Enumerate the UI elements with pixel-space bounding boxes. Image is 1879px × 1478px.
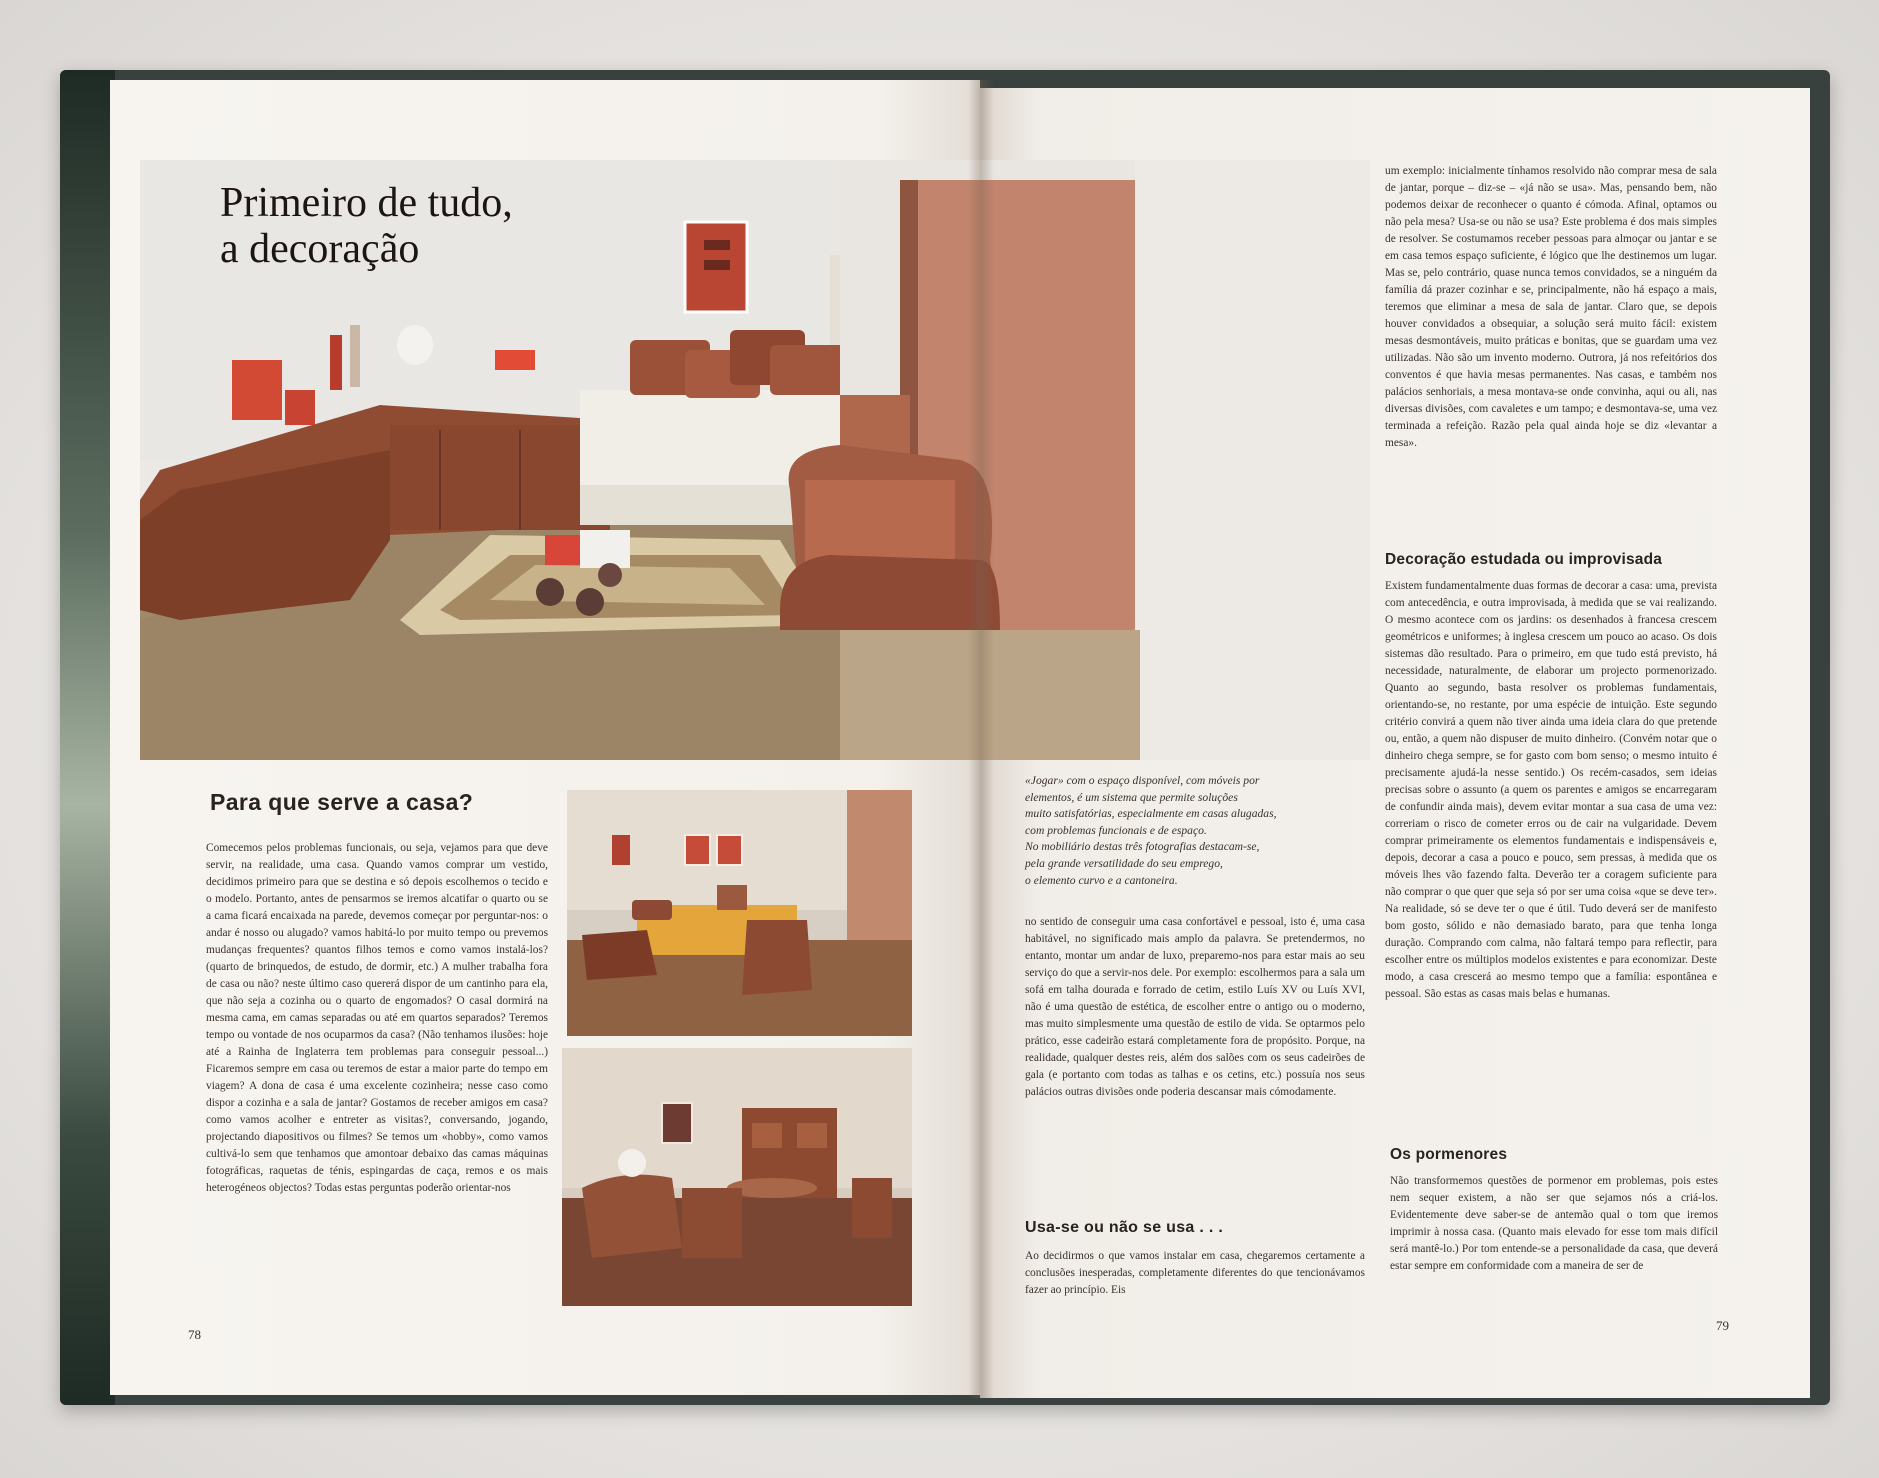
paragraph: no sentido de conseguir uma casa confortável e pessoal, isto é, uma casa habitável, no significado mais amplo da palavra. Se pretendermos, no entanto, montar um andar de luxo, preparemo-nos para estar mais ao seu serviço do que a servir-nos dele. Por exemplo: escolhermos para a sala um sofá em talha dourada e forrado de cetim, estilo Luís XV ou Luís XVI, não é uma questão de estética, de escolher entre o antigo ou o moderno, mas muito simplesmente uma questão de estilo de vida. Se optarmos pelo prático, esse cadeirão estará completamente fora de propósito. Porque, na realidade, qualquer destes reis, além dos salões com os seus cadeirões de gala (e portanto com todas as talhas e os cetins, etc.) possuía nos seus palácios outras divisões onde poderia descansar mais cómodamente. xyxy=(1025,916,1365,1098)
section-heading-usa-se: Usa-se ou não se usa . . . xyxy=(1025,1219,1224,1236)
paragraph: Ao decidirmos o que vamos instalar em casa, chegaremos certamente a conclusões inesperadas, completamente diferentes do que tencionávamos fazer ao princípio. Eis xyxy=(1025,1250,1365,1296)
paragraph: Comecemos pelos problemas funcionais, ou seja, vejamos para que deve servir, na realidade, uma casa. Quando vamos comprar um vestido, decidimos primeiro para que se destina e só depois escolhemos o tecido e o modelo. Portanto, antes de pensarmos se iremos alcatifar o quarto ou se a cama ficará encaixada na parede, devemos começar por perguntar-nos: o andar é nosso ou alugado? vamos habitá-lo por muito tempo ou prevemos mudanças frequentes? quantos filhos temos e como vamos instalá-los? (quarto de brinquedos, de estudo, de dormir, etc.) A mulher trabalha fora de casa ou não? neste último caso quererá dispor de um cantinho para ela, que não seja a cozinha ou o quarto de engomados? O casal dormirá na mesma cama, em camas separadas ou até em quartos separados? Teremos tempo ou vontade de nos ocuparmos da casa? (Não tenhamos ilusões: hoje até a Rainha de Inglaterra tem problemas para conseguir pessoal...) Ficaremos sempre em casa ou teremos de estar a maior parte do tempo em viagem? A dona de casa é uma excelente cozinheira; nesse caso como dispor a cozinha e a sala de jantar? Gostamos de receber amigos em casa? como vamos acolher e entreter as visitas?, conversando, jogando, projectando diapositivos ou filmes? Se temos um «hobby», como vamos cultivá-lo sem que tenhamos que amontoar debaixo das camas máquinas fotográficas, raquetas de ténis, espingardas de caça, remos e os mais heterogéneos objectos? Todas estas perguntas poderão orientar-nos xyxy=(206,842,548,1194)
section-heading-pormenores: Os pormenores xyxy=(1390,1146,1508,1163)
paragraph: Existem fundamentalmente duas formas de decorar a casa: uma, prevista com antecedência, e outra improvisada, à medida que se vai realizando. O mesmo acontece com os jardins: os desenhados à francesa crescem geométricos e uniformes; à inglesa crescem um pouco ao acaso. Os dois sistemas dão resultado. Para o primeiro, em que tudo está previsto, há necessidade, naturalmente, de elaborar um projecto pormenorizado. Quanto ao segundo, basta resolver os problemas fundamentais, orientando-se, no restante, por uma espécie de intuição. Este segundo critério convirá a quem não tiver ainda uma ideia clara do que pretende ou, então, a quem não dispuser de muito dinheiro. (Convém notar que o dinheiro chega sempre, se for gasto com bom senso; o mesmo intuito é precisamente ajudá-la nesse sentido.) Os recém-casados, sem ideias precisas sobre o assunto (a quem os parentes e amigos se encarregaram de confundir ainda mais), devem evitar montar a sua casa de uma vez: correriam o risco de cometer erros ou de cair na vulgaridade. Devem comprar primeiramente os elementos fundamentais e indispensáveis e, depois, decorar a casa a pouco e pouco, sem pressas, à medida que os móveis lhes vão fazendo falta. Deverão ter a coragem suficiente para não comprar o que quer que seja só por ser uma coisa «que se deve ter». Na realidade, só se deve ter o que é útil. Tudo deverá ser de manifesto bom gosto, sólido e não demasiado barato, para que tenha longa duração. Comprando com calma, não faltará tempo para reflectir, para escolher entre os múltiplos modelos existentes e para economizar. Deste modo, a casa crescerá ao mesmo tempo que a família: espontânea e pessoal. São estas as casas mais belas e humanas. xyxy=(1385,580,1717,1000)
cover-edge-image xyxy=(60,70,115,1405)
caption-line: No mobiliário destas três fotografias destacam-se, xyxy=(1025,840,1260,854)
section-heading-decoracao: Decoração estudada ou improvisada xyxy=(1385,551,1663,568)
headline-line-1: Primeiro de tudo, xyxy=(220,180,513,226)
body-text-right-middle xyxy=(1385,578,1717,1118)
body-text-middle xyxy=(1025,914,1365,1184)
body-text-middle-2 xyxy=(1025,1248,1365,1304)
headline-line-2: a decoração xyxy=(220,226,420,272)
body-text-right-top xyxy=(1385,163,1717,533)
photo-caption xyxy=(1025,773,1345,889)
body-text-right-bottom xyxy=(1390,1173,1718,1303)
article-headline xyxy=(220,180,660,272)
caption-line: muito satisfatórias, especialmente em casas alugadas, xyxy=(1025,807,1277,821)
section-heading-para-que: Para que serve a casa? xyxy=(210,789,474,815)
paragraph: Não transformemos questões de pormenor em problemas, pois estes nem sequer existem, a não ser que sejamos nós a criá-los. Evidentemente deve saber-se de antemão qual o tom que iremos imprimir à nossa casa. (Quanto mais elevado for esse tom mais difícil será mantê-lo.) Por tom entende-se a personalidade da casa, que deverá estar sempre em conformidade com a maneira de ser de xyxy=(1390,1175,1718,1272)
paragraph: um exemplo: inicialmente tínhamos resolvido não comprar mesa de sala de jantar, porque – diz-se – «já não se usa». Mas, pensando bem, não podemos deixar de reconhecer o quanto é cómoda. Afinal, optamos ou não pela mesa? Usa-se ou não se usa? Este problema é dos mais simples de resolver. Se costumamos receber pessoas para almoçar ou jantar e se em casa temos espaço suficiente, é lógico que lhe destinemos um lugar. Mas se, pelo contrário, quase nunca temos convidados, se a ninguém da família dá prazer cozinhar e se, principalmente, não há espaço a mais, teremos que eliminar a mesa de sala de jantar. Claro que, se depois houver convidados a obsequiar, a solução será muito fácil: existem mesas desmontáveis, muito práticas e bonitas, que se guardam uma vez utilizadas. Não são um invento moderno. Outrora, já nos refeitórios dos conventos é que havia mesas permanentes. Nas casas, e também nos palácios senhoriais, a mesa montava-se onde convinha, aqui ou ali, nas diversas divisões, com cavaletes e um tampo; e desmontava-se, uma vez terminada a refeição. Razão pela qual ainda hoje se diz «levantar a mesa». xyxy=(1385,165,1717,449)
caption-line: com problemas funcionais e de espaço. xyxy=(1025,823,1207,837)
living-room-photo-small xyxy=(562,1048,912,1306)
caption-line: pela grande versatilidade do seu emprego, xyxy=(1025,856,1223,870)
gutter-shadow xyxy=(968,80,994,1398)
caption-line: «Jogar» com o espaço disponível, com móveis por xyxy=(1025,774,1260,787)
body-text-left xyxy=(206,840,548,1310)
caption-line: o elemento curvo e a cantoneira. xyxy=(1025,873,1178,887)
page-number-left: 78 xyxy=(188,1327,201,1342)
bedroom-photo-small xyxy=(567,790,912,1036)
caption-line: elementos, é um sistema que permite soluções xyxy=(1025,790,1238,804)
page-number-right: 79 xyxy=(1716,1318,1729,1333)
